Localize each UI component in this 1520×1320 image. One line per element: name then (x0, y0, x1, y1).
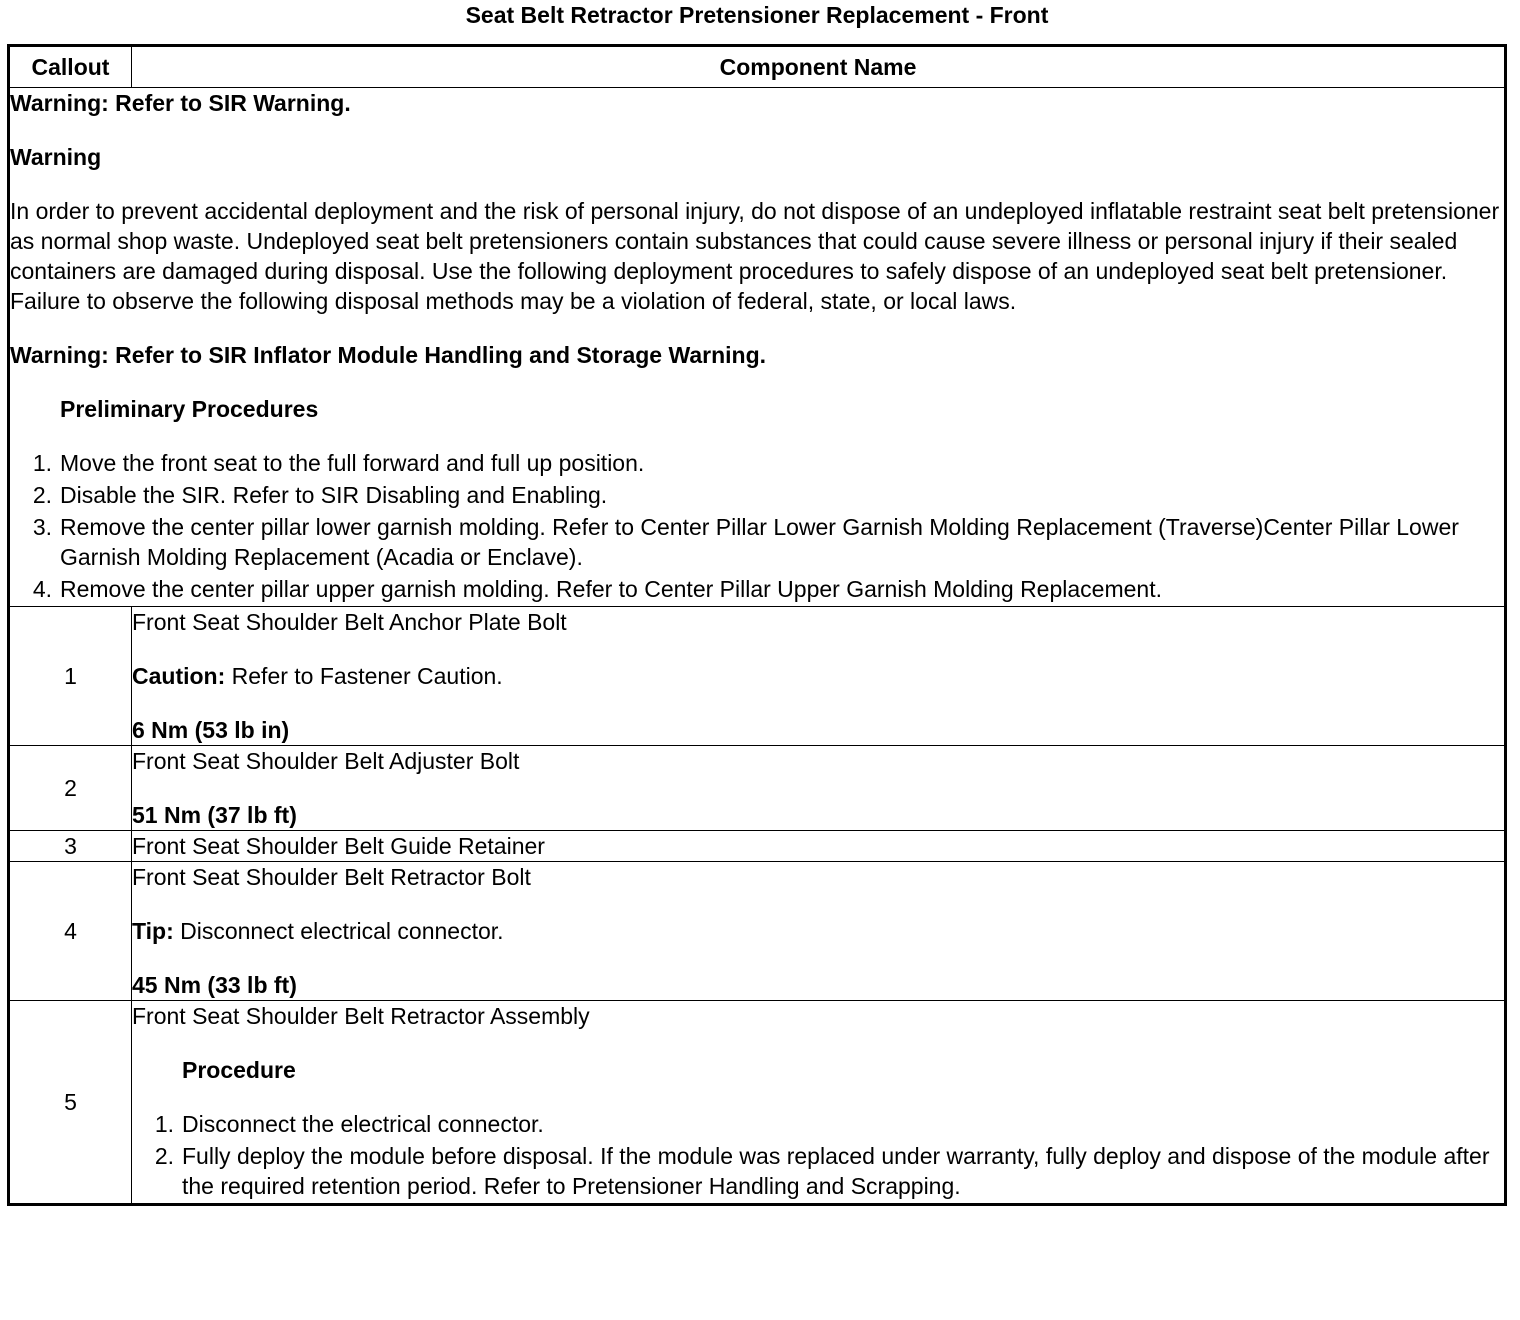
intro-row (9, 88, 1506, 607)
torque-spec: 51 Nm (37 lb ft) (132, 802, 297, 828)
warning-body: In order to prevent accidental deployment and the risk of personal injury, do not dispose of an undeployed inflatable restraint seat belt pretensioner as normal shop waste. Undeployed seat belt pretensioners contain substances that could cause severe illness or personal injury if their sealed containers are damaged during disposal. Use the following deployment procedures to safely dispose of an undeployed seat belt pretensioner. Failure to observe the following disposal methods may be a violation of federal, state, or local laws. (10, 198, 1500, 314)
table-row (9, 831, 1506, 862)
component-cell (132, 607, 1506, 746)
table-row (9, 862, 1506, 1001)
preliminary-procedures-heading: Preliminary Procedures (60, 396, 319, 422)
callout-number: 5 (9, 1001, 132, 1205)
preliminary-steps-list (10, 448, 1504, 604)
table-header-row (9, 46, 1506, 88)
procedure-steps-list (132, 1109, 1504, 1201)
component-cell (132, 831, 1506, 862)
torque-spec: 45 Nm (33 lb ft) (132, 972, 297, 998)
table-row (9, 607, 1506, 746)
component-cell (132, 862, 1506, 1001)
component-name-column-header: Component Name (132, 46, 1506, 88)
component-name: Front Seat Shoulder Belt Retractor Assembly (132, 1003, 590, 1029)
warning-heading: Warning (10, 144, 102, 170)
callout-column-header: Callout (9, 46, 132, 88)
component-name: Front Seat Shoulder Belt Retractor Bolt (132, 864, 531, 890)
list-item: 2. Fully deploy the module before disposal. If the module was replaced under warranty, fully deploy and dispose of the module after the required retention period. Refer to Pretensioner Handling and Scrapping. (154, 1143, 1490, 1199)
callout-number: 3 (9, 831, 132, 862)
sir-warning: Warning: Refer to SIR Warning. (10, 90, 351, 116)
tip-note: Tip: Disconnect electrical connector. (132, 918, 504, 944)
procedure-heading: Procedure (182, 1057, 296, 1083)
document-title: Seat Belt Retractor Pretensioner Replacement - Front (465, 2, 1049, 28)
callout-number: 2 (9, 746, 132, 831)
inflator-warning: Warning: Refer to SIR Inflator Module Handling and Storage Warning. (10, 342, 767, 368)
caution-note: Caution: Refer to Fastener Caution. (132, 663, 503, 689)
component-cell (132, 746, 1506, 831)
component-table (7, 44, 1507, 1206)
list-item: 3. Remove the center pillar lower garnish molding. Refer to Center Pillar Lower Garnish Molding Replacement (Traverse)Center Pillar Lower Garnish Molding Replacement (Acadia or Enclave). (32, 514, 1459, 570)
callout-number: 1 (9, 607, 132, 746)
component-cell (132, 1001, 1506, 1205)
list-item: 2. Disable the SIR. Refer to SIR Disabling and Enabling. (32, 482, 608, 508)
list-item: 4. Remove the center pillar upper garnish molding. Refer to Center Pillar Upper Garnish Molding Replacement. (32, 576, 1162, 602)
table-row (9, 746, 1506, 831)
intro-cell (9, 88, 1506, 607)
table-row (9, 1001, 1506, 1205)
callout-number: 4 (9, 862, 132, 1001)
component-name: Front Seat Shoulder Belt Anchor Plate Bolt (132, 609, 567, 635)
list-item: 1. Move the front seat to the full forward and full up position. (32, 450, 645, 476)
torque-spec: 6 Nm (53 lb in) (132, 717, 290, 743)
list-item: 1. Disconnect the electrical connector. (154, 1111, 544, 1137)
component-name: Front Seat Shoulder Belt Adjuster Bolt (132, 748, 520, 774)
component-name: Front Seat Shoulder Belt Guide Retainer (132, 833, 545, 859)
